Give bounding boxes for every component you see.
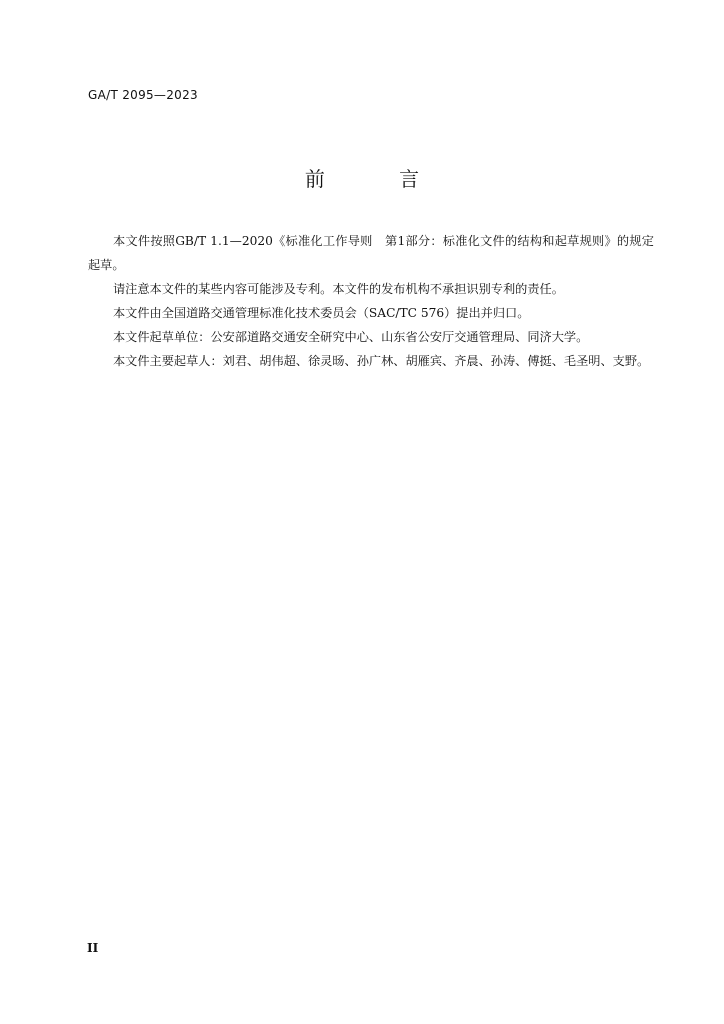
paragraph-drafting-rules: 本文件按照GB/T 1.1—2020《标准化工作导则 第1部分：标准化文件的结构和起草规则》的规定起草。 [88,234,654,272]
foreword-body [88,229,654,373]
paragraph-drafters: 本文件主要起草人：刘君、胡伟超、徐灵旸、孙广林、胡雁宾、齐晨、孙涛、傅挺、毛圣明、支野。 [113,354,650,368]
paragraph-patent-notice: 请注意本文件的某些内容可能涉及专利。本文件的发布机构不承担识别专利的责任。 [113,282,564,296]
section-title: 前 言 [304,167,454,191]
paragraph-proposer: 本文件由全国道路交通管理标准化技术委员会（SAC/TC 576）提出并归口。 [113,306,530,320]
paragraph-drafting-units: 本文件起草单位：公安部道路交通安全研究中心、山东省公安厅交通管理局、同济大学。 [113,330,589,344]
page-number: II [87,941,99,955]
document-code: GA/T 2095—2023 [88,88,198,102]
